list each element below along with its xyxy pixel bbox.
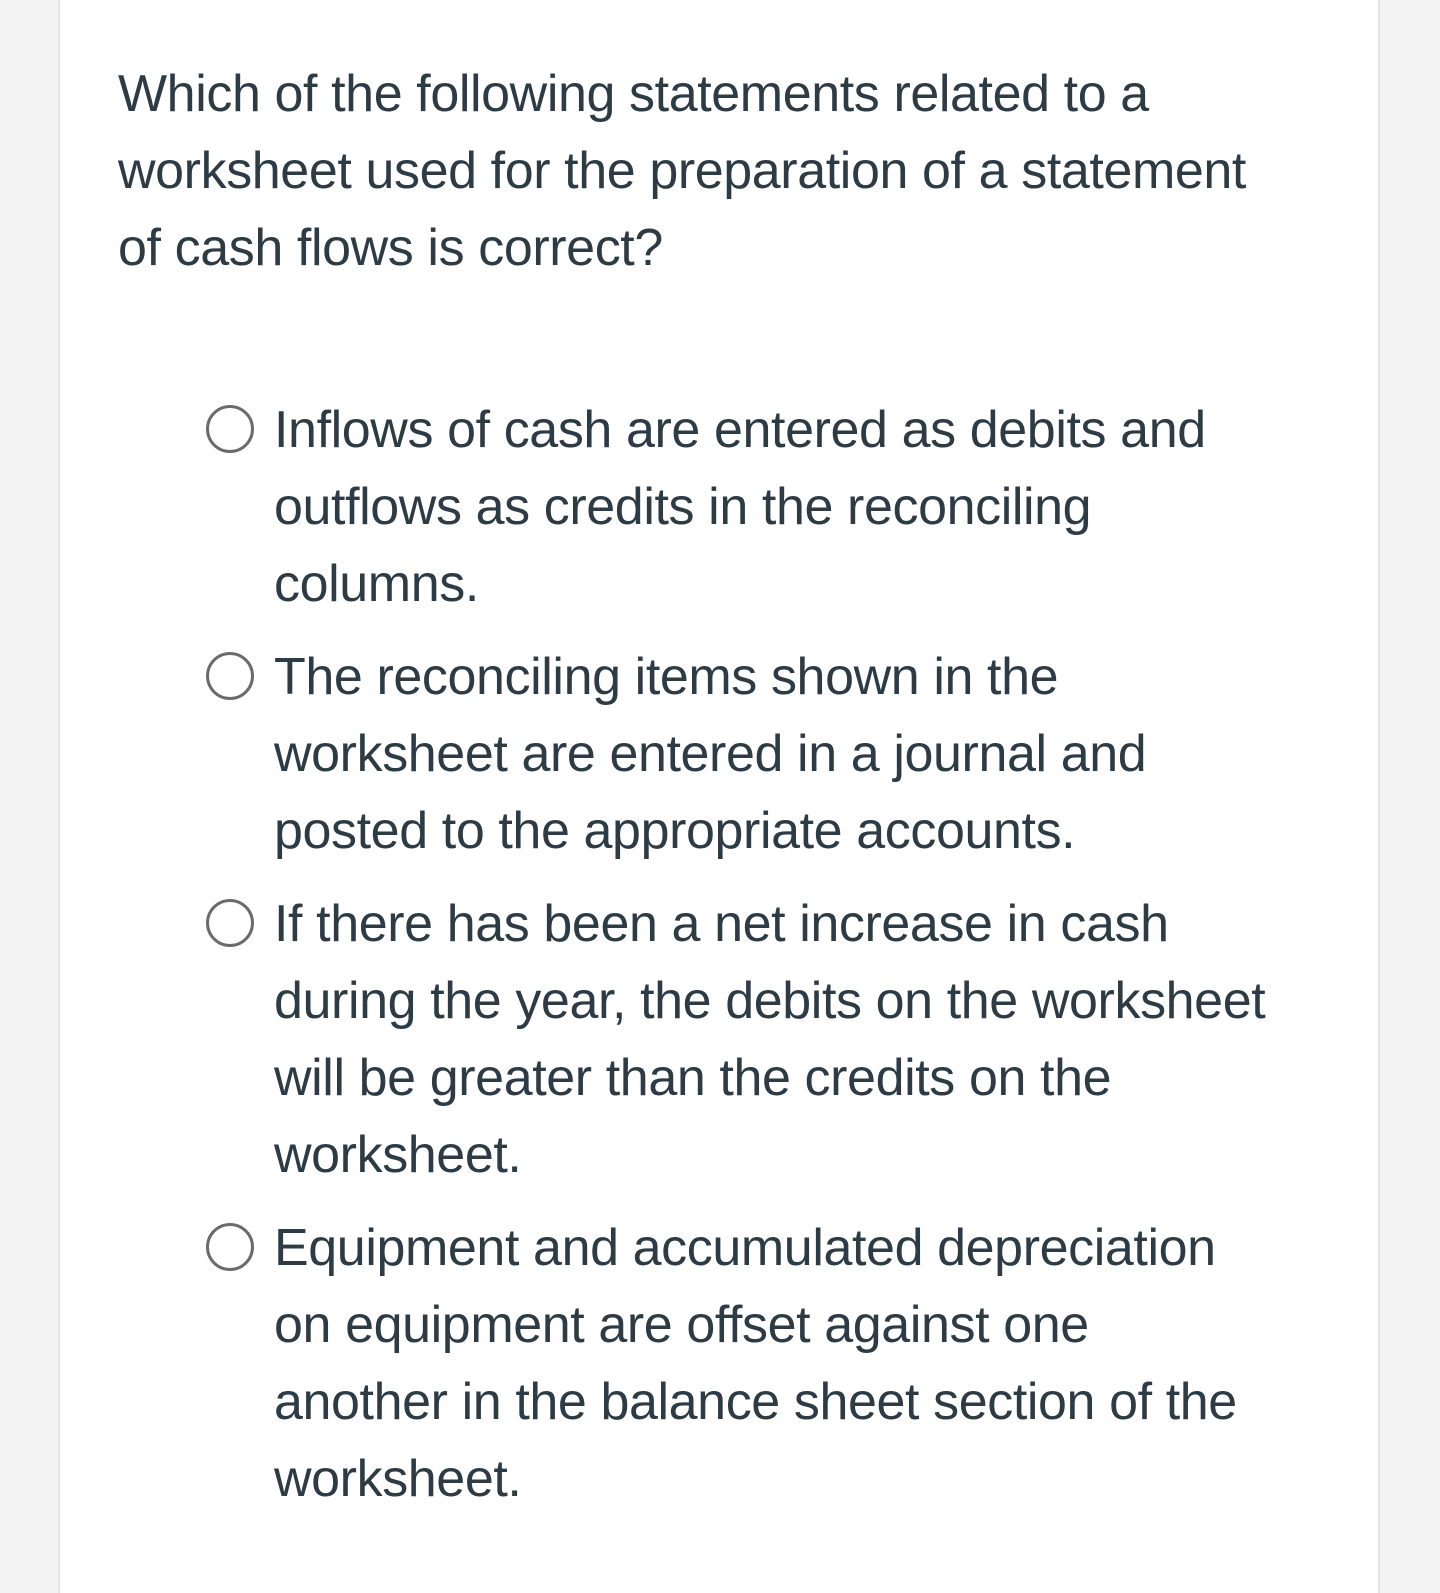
answer-label[interactable]: If there has been a net increase in cash during the year, the debits on the worksheet will be greater than the credits on the worksheet. bbox=[274, 895, 1266, 1184]
question-text: Which of the following statements related to a worksheet used for the preparation of a statement of cash flows is correct? bbox=[118, 65, 1246, 277]
answer-label[interactable]: Inflows of cash are entered as debits and outflows as credits in the reconciling columns. bbox=[274, 401, 1206, 613]
answer-option-4[interactable] bbox=[206, 1210, 1266, 1518]
answer-option-1[interactable] bbox=[206, 392, 1266, 623]
answer-option-3[interactable] bbox=[206, 886, 1266, 1194]
question-card bbox=[58, 0, 1380, 1593]
radio-button-icon[interactable] bbox=[206, 1223, 254, 1271]
radio-button-icon[interactable] bbox=[206, 899, 254, 947]
answer-list bbox=[206, 392, 1266, 1518]
answer-option-2[interactable] bbox=[206, 639, 1266, 870]
radio-button-icon[interactable] bbox=[206, 405, 254, 453]
answer-label[interactable]: The reconciling items shown in the worksheet are entered in a journal and posted to the appropriate accounts. bbox=[274, 648, 1147, 860]
answer-label[interactable]: Equipment and accumulated depreciation on equipment are offset against one another in the balance sheet section of the worksheet. bbox=[274, 1219, 1237, 1508]
radio-button-icon[interactable] bbox=[206, 652, 254, 700]
